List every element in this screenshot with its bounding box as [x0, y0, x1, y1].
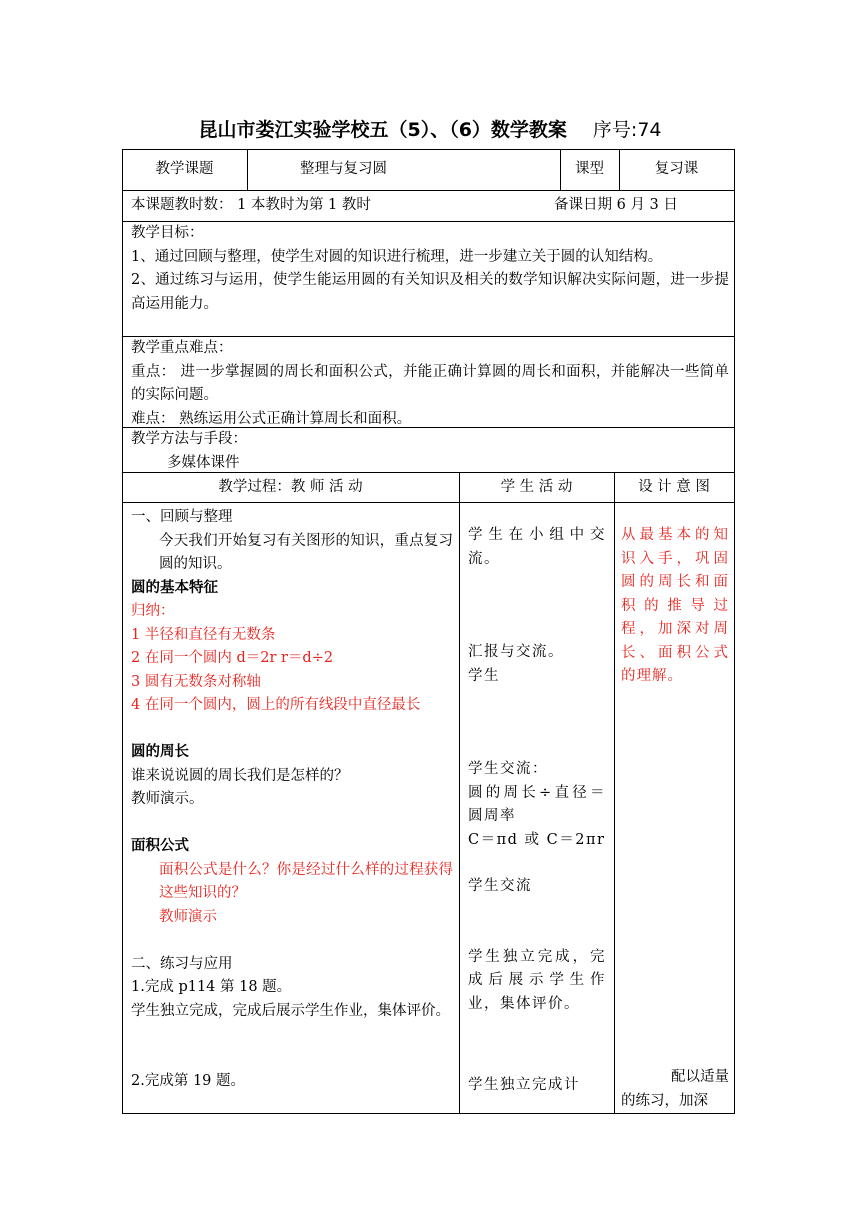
features-heading: 圆的基本特征 [131, 579, 218, 596]
feature-1: 1 半径和直径有无数条 [131, 626, 276, 643]
student-activity-9: 学生独立完成计 [468, 1077, 580, 1093]
methods-heading: 教学方法与手段： [131, 431, 247, 447]
student-activity-5: 圆的周长÷直径＝圆周率 [468, 784, 606, 824]
review-intro: 今天我们开始复习有关图形的知识，重点复习圆的知识。 [159, 532, 453, 572]
table-line [247, 149, 248, 190]
goals-heading: 教学目标： [131, 225, 204, 241]
student-activity-4: 学生交流： [468, 761, 548, 777]
feature-2: 2 在同一个圆内 d＝2r r＝d÷2 [131, 650, 334, 666]
table-line [122, 149, 735, 150]
student-activity-3: 学生 [468, 667, 500, 684]
student-activity-header: 学 生 活 动 [500, 479, 573, 495]
student-activity-8: 学生独立完成，完成后展示学生作业，集体评价。 [468, 948, 606, 1012]
goals-section [131, 222, 729, 316]
table-line [614, 472, 615, 1113]
area-heading: 面积公式 [131, 838, 189, 854]
design-intent-column-2 [621, 1066, 729, 1113]
prep-date: 备课日期 6 月 3 日 [554, 197, 678, 213]
student-activity-2: 汇报与交流。 [468, 644, 564, 660]
table-line [122, 190, 735, 191]
student-activity-1: 学生在小组中交流。 [468, 527, 606, 567]
summary-label: 归纳： [131, 603, 175, 619]
type-label: 课型 [575, 161, 604, 177]
circumference-demo: 教师演示。 [131, 791, 204, 807]
student-activity-6: C＝πd 或 C＝2πr [468, 831, 606, 848]
student-column [468, 506, 606, 1098]
hours-line: 本课题教时数： 1 本教时为第 1 教时 [131, 197, 371, 213]
topic-value: 整理与复习圆 [300, 161, 387, 177]
section-practice-heading: 二、练习与应用 [131, 955, 233, 972]
section-review-heading: 一、回顾与整理 [131, 509, 233, 525]
exercise-1: 1.完成 p114 第 18 题。 [131, 979, 292, 995]
exercise-2: 2.完成第 19 题。 [131, 1073, 246, 1089]
goal-1: 1、通过回顾与整理，使学生对圆的知识进行梳理，进一步建立关于圆的认知结构。 [131, 248, 663, 265]
area-question: 面积公式是什么？你是经过什么样的过程获得这些知识的？ [159, 861, 453, 901]
area-demo: 教师演示 [159, 908, 217, 925]
key-points-heading: 教学重点难点： [131, 340, 233, 356]
design-intent-3: 的练习，加深 [621, 1092, 708, 1109]
feature-3: 3 圆有无数条对称轴 [131, 673, 261, 690]
design-intent-header: 设 计 意 图 [638, 479, 710, 495]
table-line [122, 502, 735, 503]
table-line [122, 149, 123, 1114]
serial-number: 序号:74 [592, 119, 662, 141]
goal-2: 2、通过练习与运用，使学生能运用圆的有关知识及相关的数学知识解决实际问题，进一步提高运用能力。 [131, 272, 729, 312]
exercise-1-text: 学生独立完成，完成后展示学生作业，集体评价。 [131, 1002, 450, 1019]
methods-value: 多媒体课件 [167, 454, 240, 471]
feature-4: 4 在同一个圆内，圆上的所有线段中直径最长 [131, 697, 421, 713]
difficult-point: 难点： 熟练运用公式正确计算周长和面积。 [131, 410, 412, 427]
methods-section [131, 428, 729, 475]
topic-label: 教学课题 [155, 161, 214, 177]
key-point: 重点： 进一步掌握圆的周长和面积公式，并能正确计算圆的周长和面积，并能解决一些简单的实际问题。 [131, 363, 729, 403]
key-points-section [131, 337, 729, 431]
type-value: 复习课 [654, 161, 699, 177]
teacher-activity-header: 教学过程：教 师 活 动 [218, 479, 363, 495]
circumference-question: 谁来说说圆的周长我们是怎样的？ [131, 767, 349, 784]
table-line [734, 149, 735, 1114]
title-text: 昆山市娄江实验学校五（5）、（6）数学教案 [198, 119, 567, 141]
design-intent-text: 从最基本的知识入手，巩固圆的周长和面积的推导过程，加深对周长、面积公式的理解。 [621, 527, 729, 684]
design-intent-2: 配以适量 [671, 1069, 729, 1085]
circumference-heading: 圆的周长 [131, 744, 189, 760]
student-activity-7: 学生交流 [468, 878, 532, 894]
table-line [459, 472, 460, 1113]
page-title [0, 115, 860, 142]
table-line [122, 1113, 735, 1114]
teacher-column [131, 506, 453, 1094]
